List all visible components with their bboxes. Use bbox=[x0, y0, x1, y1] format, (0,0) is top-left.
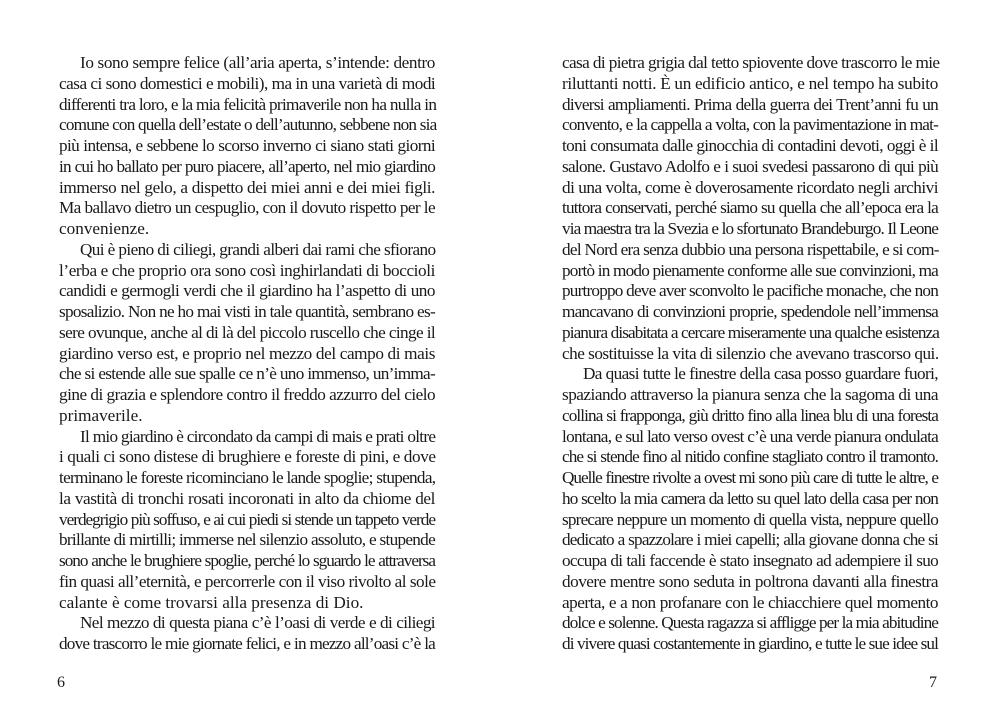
text-line: portò in modo pienamente conforme alle sue convinzioni, ma bbox=[562, 260, 939, 280]
text-line: purtroppo deve aver sconvolto le pacifiche monache, che non bbox=[562, 281, 938, 301]
text-line: l’erba e che proprio ora sono così inghirlandati di boccioli bbox=[59, 260, 435, 280]
text-line: casa di pietra grigia dal tetto spiovente dove trascorro le mie bbox=[562, 53, 940, 72]
text-line: che si estende alle sue spalle ce n’è uno immenso, un’imma- bbox=[59, 364, 435, 384]
text-line: gine di grazia e splendore contro il freddo azzurro del cielo bbox=[59, 385, 436, 404]
text-line: dolce e solenne. Questa ragazza si affligge per la mia abitudine bbox=[562, 613, 938, 633]
text-line: del Nord era senza dubbio una persona rispettabile, e si com- bbox=[562, 239, 939, 259]
text-line: sprecare neppure un momento di quella vista, neppure quello bbox=[562, 509, 938, 529]
left-page-number: 6 bbox=[57, 674, 65, 691]
text-line: via maestra tra la Svezia e lo sfortunato Brandeburgo. Il Leone bbox=[562, 219, 938, 238]
right-page bbox=[500, 0, 1000, 719]
text-line: sere ovunque, anche al di là del piccolo ruscello che cinge il bbox=[59, 322, 436, 342]
text-line: collina si frapponga, giù dritto fino alla linea blu di una foresta bbox=[562, 405, 938, 425]
text-line: convento, e la cappella a volta, con la pavimentazione in mat- bbox=[562, 115, 938, 135]
text-line: giardino verso est, e proprio nel mezzo del campo di mais bbox=[59, 343, 435, 363]
text-line: Nel mezzo di questa piana c’è l’oasi di verde e di ciliegi bbox=[80, 613, 435, 633]
text-line: di una volta, come è doverosamente ricordato negli archivi bbox=[562, 177, 938, 197]
text-line: spaziando attraverso la pianura senza che la sagoma di una bbox=[562, 385, 938, 404]
text-line: Ma ballavo dietro un cespuglio, con il dovuto rispetto per le bbox=[59, 198, 435, 218]
text-line: i quali ci sono distese di brughiere e foreste di pini, e dove bbox=[59, 447, 436, 467]
text-line: di vivere quasi costantemente in giardino, e tutte le sue idee sul bbox=[562, 634, 938, 653]
text-line: dove trascorro le mie giornate felici, e in mezzo all’oasi c’è la bbox=[59, 634, 435, 653]
text-line: pianura disabitata a cercare miseramente una qualche esistenza bbox=[562, 322, 940, 342]
right-page-number: 7 bbox=[929, 674, 937, 691]
text-line: comune con quella dell’estate o dell’autunno, sebbene non sia bbox=[59, 115, 437, 135]
text-line: dedicato a spazzolare i miei capelli; alla giovane donna che si bbox=[562, 530, 938, 550]
text-line: sono anche le brughiere spoglie, perché lo sguardo le attraversa bbox=[59, 551, 435, 570]
text-line: ho scelto la mia camera da letto su quel lato della casa per non bbox=[562, 488, 938, 508]
text-line: sposalizio. Non ne ho mai visti in tale quantità, sembrano es- bbox=[59, 302, 435, 321]
text-line: primaverile. bbox=[59, 405, 143, 425]
text-line: toni consumata dalle ginocchia di contadini devoti, oggi è il bbox=[562, 136, 938, 155]
text-line: salone. Gustavo Adolfo e i suoi svedesi passarono di qui più bbox=[562, 156, 938, 176]
text-line: Da quasi tutte le finestre della casa posso guardare fuori, bbox=[583, 364, 938, 384]
text-line: la vastità di tronchi rosati incoronati in alto da chiome del bbox=[59, 488, 435, 508]
text-line: brillante di mirtilli; immerse nel silenzio assoluto, e stupende bbox=[59, 530, 435, 550]
text-line: occupa di tali faccende è stato insegnato ad adempiere il suo bbox=[562, 551, 938, 570]
text-line: immerso nel gelo, a dispetto dei miei anni e dei miei figli. bbox=[59, 177, 435, 197]
text-line: fin quasi all’eternità, e percorrerle con il viso rivolto al sole bbox=[59, 571, 436, 591]
text-line: casa ci sono domestici e mobili), ma in una varietà di modi bbox=[59, 73, 436, 93]
text-line: in cui ho ballato per puro piacere, all’aperto, nel mio giardino bbox=[59, 156, 435, 176]
text-line: convenienze. bbox=[59, 219, 150, 238]
text-line: che si stende fino al nitido confine stagliato contro il tramonto. bbox=[562, 447, 938, 467]
text-line: riluttanti notti. È un edificio antico, e nel tempo ha subito bbox=[562, 73, 938, 93]
text-line: verdegrigio più soffuso, e ai cui piedi si stende un tappeto verde bbox=[59, 509, 435, 529]
text-line: dovere mentre sono seduta in poltrona davanti alla finestra bbox=[562, 571, 938, 591]
text-line: calante è come trovarsi alla presenza di Dio. bbox=[59, 592, 364, 612]
text-line: aperta, e a non profanare con le chiacchiere quel momento bbox=[562, 592, 938, 612]
text-line: terminano le foreste ricominciano le lande spoglie; stupenda, bbox=[59, 468, 436, 487]
text-line: Io sono sempre felice (all’aria aperta, s’intende: dentro bbox=[80, 53, 435, 72]
text-line: Quelle finestre rivolte a ovest mi sono più care di tutte le altre, e bbox=[562, 468, 938, 487]
text-line: mancavano di convinzioni proprie, spedendole nell’immensa bbox=[562, 302, 938, 321]
text-line: diversi ampliamenti. Prima della guerra dei Trent’anni fu un bbox=[562, 94, 938, 114]
text-line: lontana, e sul lato verso ovest c’è una verde pianura ondulata bbox=[562, 426, 939, 446]
text-line: candidi e germogli verdi che il giardino ha l’aspetto di uno bbox=[59, 281, 435, 301]
text-line: che sostituisse la vita di silenzio che avevano trascorso qui. bbox=[562, 343, 939, 363]
text-line: più intensa, e sebbene lo scorso inverno ci siano stati giorni bbox=[59, 136, 435, 155]
text-line: tuttora conservati, perché siamo su quella che all’epoca era la bbox=[562, 198, 938, 218]
right-page-text bbox=[562, 53, 938, 655]
text-line: differenti tra loro, e la mia felicità primaverile non ha nulla in bbox=[59, 94, 437, 114]
left-page-text bbox=[59, 53, 435, 655]
text-line: Qui è pieno di ciliegi, grandi alberi dai rami che sfiorano bbox=[80, 239, 436, 259]
text-line: Il mio giardino è circondato da campi di mais e prati oltre bbox=[80, 426, 436, 446]
